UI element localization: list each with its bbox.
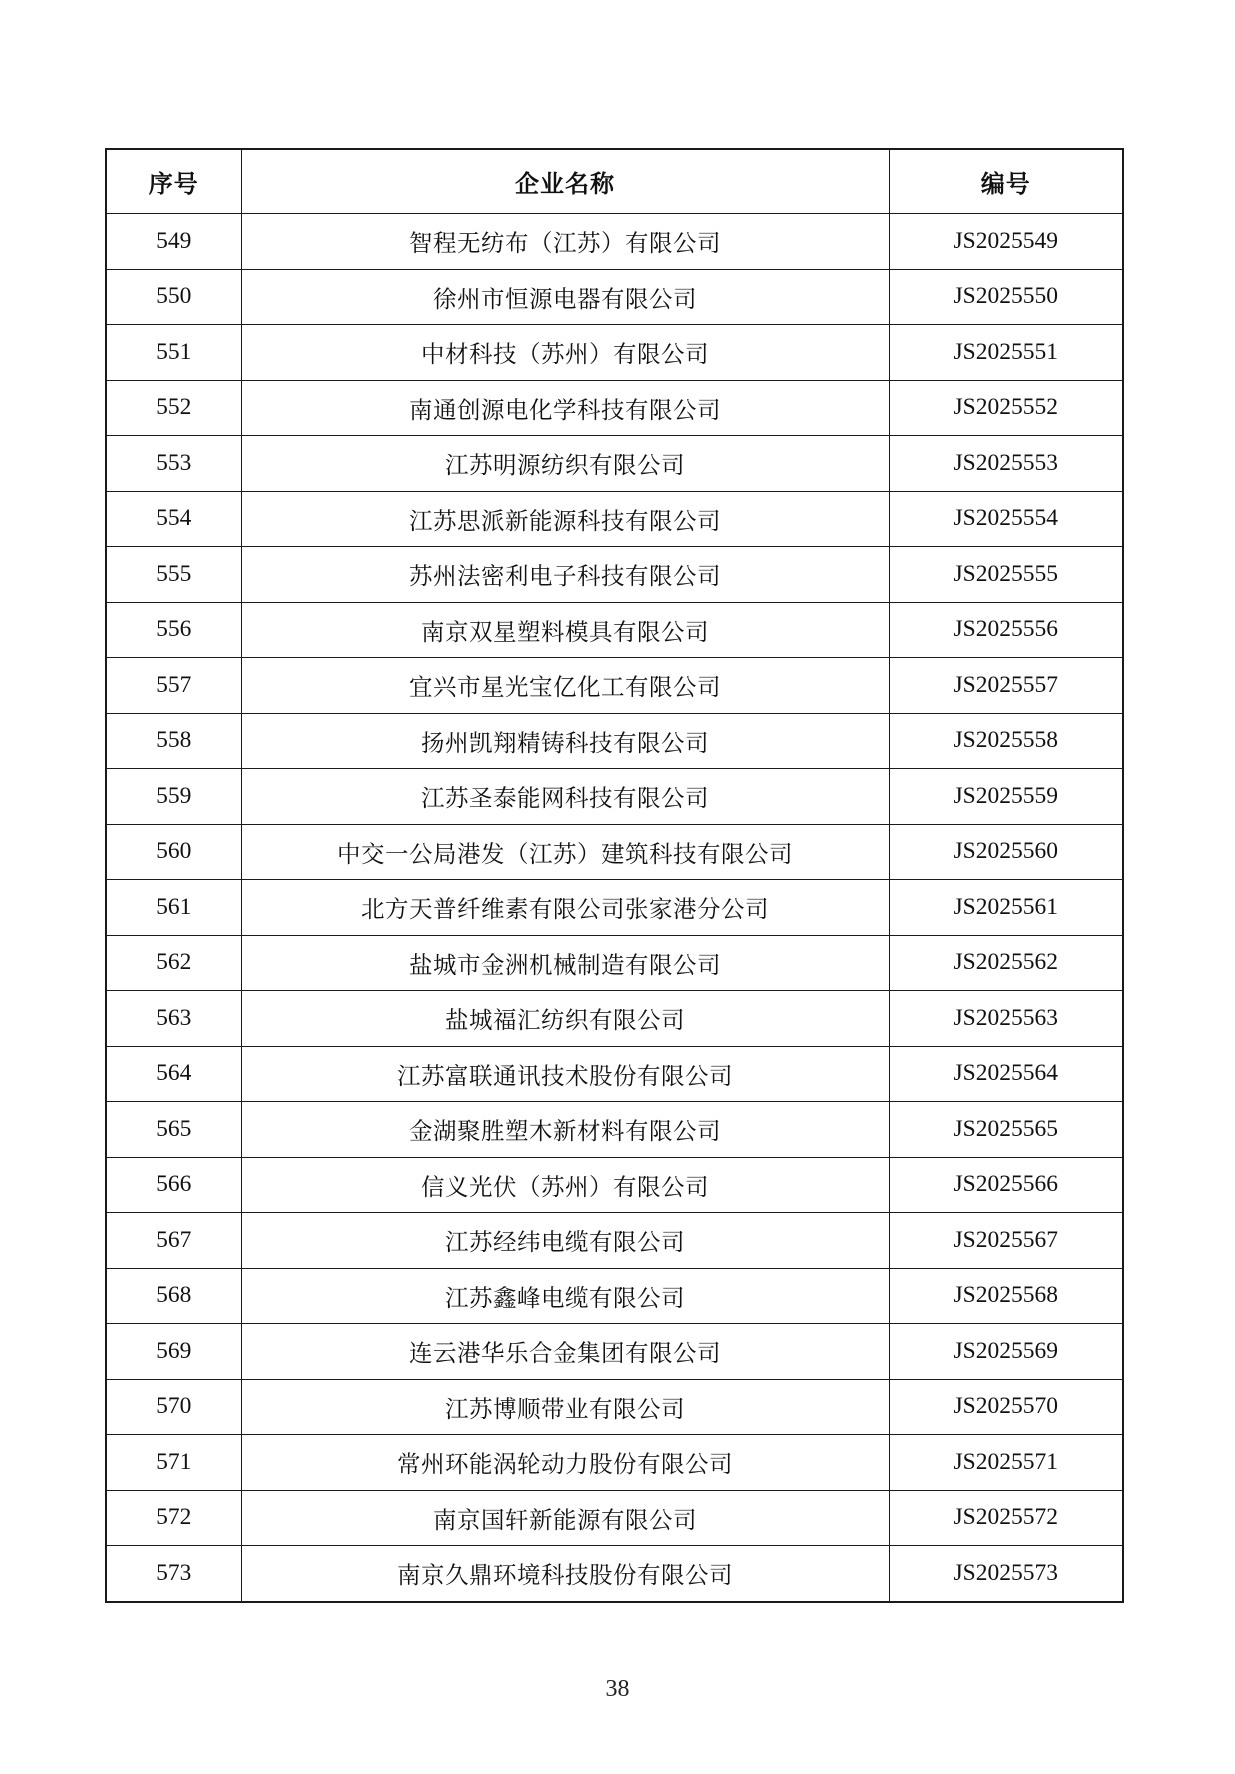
table-row — [106, 602, 1123, 658]
table-row — [106, 1435, 1123, 1491]
row-enterprise-name-cell: 南京国轩新能源有限公司 — [241, 1490, 889, 1546]
row-enterprise-name-cell: 南京双星塑料模具有限公司 — [241, 602, 889, 658]
row-seq-cell: 572 — [106, 1490, 241, 1546]
row-enterprise-name-cell: 智程无纺布（江苏）有限公司 — [241, 214, 889, 270]
row-enterprise-name-cell: 盐城市金洲机械制造有限公司 — [241, 935, 889, 991]
row-code-cell: JS2025571 — [889, 1435, 1123, 1491]
row-seq-cell: 551 — [106, 325, 241, 381]
page-number: 38 — [605, 1676, 630, 1702]
row-code-cell: JS2025559 — [889, 769, 1123, 825]
row-code-cell: JS2025555 — [889, 547, 1123, 603]
row-enterprise-name-cell: 中材科技（苏州）有限公司 — [241, 325, 889, 381]
table-row — [106, 991, 1123, 1047]
row-enterprise-name-cell: 扬州凯翔精铸科技有限公司 — [241, 713, 889, 769]
row-enterprise-name-cell: 南通创源电化学科技有限公司 — [241, 380, 889, 436]
table-row — [106, 1213, 1123, 1269]
table-row — [106, 658, 1123, 714]
row-enterprise-name-cell: 中交一公局港发（江苏）建筑科技有限公司 — [241, 824, 889, 880]
row-enterprise-name-cell: 江苏鑫峰电缆有限公司 — [241, 1268, 889, 1324]
row-seq-cell: 557 — [106, 658, 241, 714]
row-enterprise-name-cell: 苏州法密利电子科技有限公司 — [241, 547, 889, 603]
header-code: 编号 — [889, 149, 1123, 214]
table-header-row — [106, 149, 1123, 214]
row-seq-cell: 558 — [106, 713, 241, 769]
row-seq-cell: 553 — [106, 436, 241, 492]
header-enterprise-name: 企业名称 — [241, 149, 889, 214]
table-row — [106, 491, 1123, 547]
table-row — [106, 547, 1123, 603]
row-seq-cell: 555 — [106, 547, 241, 603]
table-row — [106, 269, 1123, 325]
row-enterprise-name-cell: 金湖聚胜塑木新材料有限公司 — [241, 1102, 889, 1158]
table-row — [106, 214, 1123, 270]
row-seq-cell: 568 — [106, 1268, 241, 1324]
row-seq-cell: 550 — [106, 269, 241, 325]
table-body — [106, 214, 1123, 1602]
row-code-cell: JS2025562 — [889, 935, 1123, 991]
row-code-cell: JS2025572 — [889, 1490, 1123, 1546]
row-code-cell: JS2025551 — [889, 325, 1123, 381]
row-code-cell: JS2025549 — [889, 214, 1123, 270]
table-row — [106, 935, 1123, 991]
row-code-cell: JS2025560 — [889, 824, 1123, 880]
row-code-cell: JS2025573 — [889, 1546, 1123, 1602]
row-enterprise-name-cell: 常州环能涡轮动力股份有限公司 — [241, 1435, 889, 1491]
row-code-cell: JS2025550 — [889, 269, 1123, 325]
table-row — [106, 1546, 1123, 1602]
table-row — [106, 1379, 1123, 1435]
row-seq-cell: 567 — [106, 1213, 241, 1269]
table-row — [106, 824, 1123, 880]
table-row — [106, 436, 1123, 492]
table-row — [106, 1102, 1123, 1158]
row-seq-cell: 573 — [106, 1546, 241, 1602]
row-seq-cell: 559 — [106, 769, 241, 825]
row-seq-cell: 570 — [106, 1379, 241, 1435]
row-code-cell: JS2025556 — [889, 602, 1123, 658]
row-seq-cell: 564 — [106, 1046, 241, 1102]
row-code-cell: JS2025567 — [889, 1213, 1123, 1269]
table-row — [106, 880, 1123, 936]
table-row — [106, 1046, 1123, 1102]
row-enterprise-name-cell: 连云港华乐合金集团有限公司 — [241, 1324, 889, 1380]
enterprise-table — [105, 148, 1124, 1603]
header-seq: 序号 — [106, 149, 241, 214]
table-row — [106, 325, 1123, 381]
row-enterprise-name-cell: 江苏富联通讯技术股份有限公司 — [241, 1046, 889, 1102]
row-code-cell: JS2025569 — [889, 1324, 1123, 1380]
row-enterprise-name-cell: 宜兴市星光宝亿化工有限公司 — [241, 658, 889, 714]
row-seq-cell: 563 — [106, 991, 241, 1047]
row-enterprise-name-cell: 江苏圣泰能网科技有限公司 — [241, 769, 889, 825]
row-code-cell: JS2025568 — [889, 1268, 1123, 1324]
row-enterprise-name-cell: 盐城福汇纺织有限公司 — [241, 991, 889, 1047]
row-code-cell: JS2025566 — [889, 1157, 1123, 1213]
row-seq-cell: 571 — [106, 1435, 241, 1491]
row-code-cell: JS2025565 — [889, 1102, 1123, 1158]
row-code-cell: JS2025570 — [889, 1379, 1123, 1435]
table-row — [106, 1490, 1123, 1546]
row-enterprise-name-cell: 信义光伏（苏州）有限公司 — [241, 1157, 889, 1213]
row-code-cell: JS2025557 — [889, 658, 1123, 714]
row-seq-cell: 549 — [106, 214, 241, 270]
row-code-cell: JS2025553 — [889, 436, 1123, 492]
row-seq-cell: 554 — [106, 491, 241, 547]
row-code-cell: JS2025552 — [889, 380, 1123, 436]
table-row — [106, 380, 1123, 436]
row-seq-cell: 561 — [106, 880, 241, 936]
row-seq-cell: 552 — [106, 380, 241, 436]
row-enterprise-name-cell: 南京久鼎环境科技股份有限公司 — [241, 1546, 889, 1602]
row-seq-cell: 562 — [106, 935, 241, 991]
row-code-cell: JS2025554 — [889, 491, 1123, 547]
table-row — [106, 1268, 1123, 1324]
row-seq-cell: 566 — [106, 1157, 241, 1213]
row-seq-cell: 569 — [106, 1324, 241, 1380]
row-code-cell: JS2025564 — [889, 1046, 1123, 1102]
table-row — [106, 713, 1123, 769]
row-enterprise-name-cell: 江苏思派新能源科技有限公司 — [241, 491, 889, 547]
row-seq-cell: 565 — [106, 1102, 241, 1158]
row-enterprise-name-cell: 江苏博顺带业有限公司 — [241, 1379, 889, 1435]
row-seq-cell: 560 — [106, 824, 241, 880]
table-row — [106, 1324, 1123, 1380]
row-code-cell: JS2025563 — [889, 991, 1123, 1047]
row-seq-cell: 556 — [106, 602, 241, 658]
row-enterprise-name-cell: 北方天普纤维素有限公司张家港分公司 — [241, 880, 889, 936]
row-enterprise-name-cell: 徐州市恒源电器有限公司 — [241, 269, 889, 325]
row-code-cell: JS2025558 — [889, 713, 1123, 769]
table-row — [106, 769, 1123, 825]
table-row — [106, 1157, 1123, 1213]
row-code-cell: JS2025561 — [889, 880, 1123, 936]
row-enterprise-name-cell: 江苏经纬电缆有限公司 — [241, 1213, 889, 1269]
row-enterprise-name-cell: 江苏明源纺织有限公司 — [241, 436, 889, 492]
